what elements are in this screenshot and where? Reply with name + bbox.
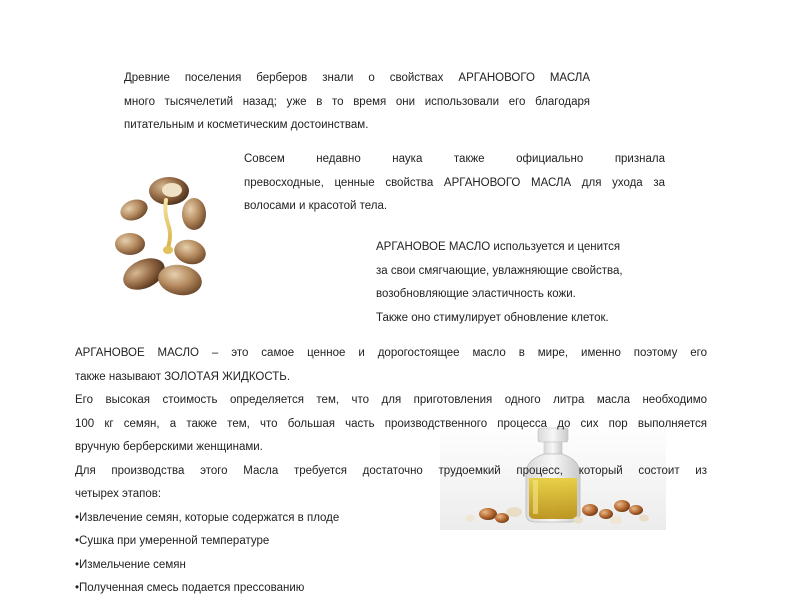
uses-line: Также оно стимулирует обновление клеток. (376, 311, 609, 324)
science-line: Совсем недавно наука также официально признала (244, 153, 665, 165)
list-item: •Извлечение семян, которые содержатся в плоде (75, 511, 340, 524)
main-line: вручную берберскими женщинами. (75, 441, 263, 453)
intro-paragraph (124, 67, 590, 138)
uses-line: за свои смягчающие, увлажняющие свойства, (376, 264, 623, 277)
list-item: •Сушка при умеренной температуре (75, 535, 270, 547)
main-line: АРГАНОВОЕ МАСЛО – это самое ценное и дорогостоящее масло в мире, именно поэтому его (75, 347, 707, 359)
intro-line: питательным и косметическим достоинствам. (124, 119, 369, 131)
science-line: превосходные, ценные свойства АРГАНОВОГО МАСЛА для ухода за (244, 176, 665, 189)
uses-line: АРГАНОВОЕ МАСЛО используется и ценится (376, 241, 621, 253)
uses-paragraph (376, 236, 666, 330)
uses-line: возобновляющие эластичность кожи. (376, 288, 576, 300)
intro-line: Древние поселения берберов знали о свойствах АРГАНОВОГО МАСЛА (124, 72, 590, 84)
main-line: Его высокая стоимость определяется тем, что для приготовления одного литра масла необходимо (75, 394, 707, 406)
list-item: •Полученная смесь подается прессованию (75, 582, 305, 594)
main-line: 100 кг семян, а также тем, что большая часть производственного процесса до сих пор выполняется (75, 417, 707, 430)
argan-nuts-image (112, 164, 216, 304)
list-item: •Измельчение семян (75, 558, 186, 571)
main-paragraph (75, 342, 707, 601)
science-line: волосами и красотой тела. (244, 200, 388, 212)
intro-line: много тысячелетий назад; уже в то время они использовали его благодаря (124, 95, 590, 108)
science-paragraph (244, 148, 665, 219)
main-line: Для производства этого Масла требуется достаточно трудоемкий процесс, который состоит из (75, 464, 707, 477)
main-line: четырех этапов: (75, 488, 162, 500)
main-line: также называют ЗОЛОТАЯ ЖИДКОСТЬ. (75, 370, 291, 383)
